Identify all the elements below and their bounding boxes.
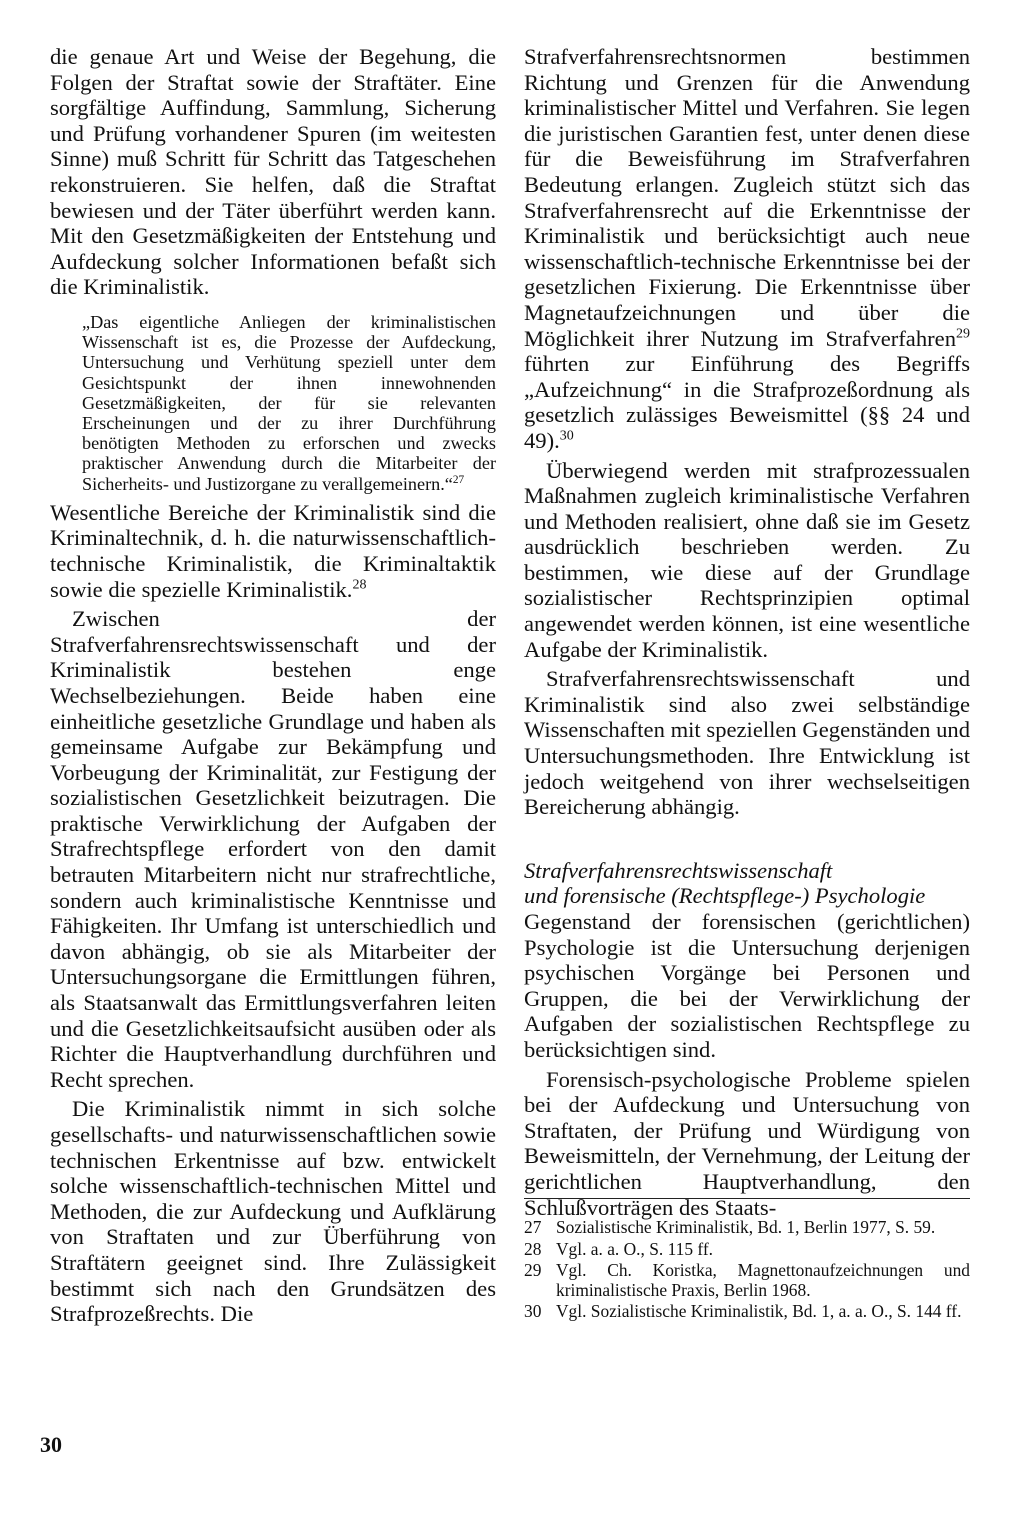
body-paragraph: Forensisch-psychologische Probleme spielen bei der Aufdeckung und Untersuchung von Straftaten, der Prüfung und Würdigung von Beweismitteln, der Vernehmung, der Leitung der gerichtlichen Hauptverhandlung, den Schlußvorträgen des Staats-: [524, 1066, 970, 1220]
footnote-number: 28: [524, 1238, 542, 1259]
body-paragraph: [524, 44, 970, 454]
section-heading: [524, 858, 970, 909]
footnote-number: 27: [524, 1217, 542, 1237]
body-paragraph: Die Kriminalistik nimmt in sich solche gesellschafts- und naturwissenschaftlichen sowie technischen Erkentnisse auf bzw. entwickelt solche wissenschaftlich-technischen Mittel und Methoden, die zur Aufdeckung und Aufklärung von Straftaten und zur Überführung von Straftätern geeignet sind. Ihre Zulässigkeit bestimmt sich nach den Grundsätzen des Strafprozeßrechts. Die: [50, 1096, 496, 1327]
paragraph-text: Strafverfahrensrechtsnormen bestimmen Richtung und Grenzen für die Anwendung kriminalistischer Mittel und Verfahren. Sie legen die juristischen Garantien fest, unter denen diese für die Beweisführung im Strafverfahren Bedeutung erlangen. Zugleich stützt sich das Strafverfahrensrecht auf die Erkenntnisse der Kriminalistik und berücksichtigt auch neue wissenschaftlich-technische Erkenntnisse bei der gesetzlichen Fixierung. Die Erkenntnisse über Magnetaufzeichnungen und über die Möglichkeit ihrer Nutzung im Strafverfahren: [524, 44, 970, 351]
heading-line: Strafverfahrensrechtswissenschaft: [524, 857, 833, 883]
block-quote: [82, 312, 496, 494]
body-paragraph: Gegenstand der forensischen (gerichtlichen) Psychologie ist die Untersuchung derjenigen psychischen Vorgänge bei Personen und Gruppen, die bei der Verwirklichung der Aufgaben der sozialistischen Rechtspflege zu berücksichtigen sind.: [524, 909, 970, 1062]
footnote-text: Sozialistische Kriminalistik, Bd. 1, Berlin 1977, S. 59.: [556, 1217, 936, 1237]
footnote-ref: 29: [956, 326, 970, 341]
body-paragraph: Zwischen der Strafverfahrensrechtswissenschaft und der Kriminalistik bestehen enge Wechselbeziehungen. Beide haben eine einheitliche gesetzliche Grundlage und haben als gemeinsame Aufgabe zur Bekämpfung und Vorbeugung der Kriminalität, zur Festigung der sozialistischen Gesetzlichkeit beizutragen. Die praktische Verwirklichung der Aufgaben der Strafrechtspflege erfordert von den damit betrauten Mitarbeitern nicht nur strafrechtliche, sondern auch kriminalistische Kenntnisse und Fähigkeiten. Ihr Umfang ist unterschiedlich und davon abhängig, ob sie als Mitarbeiter der Untersuchungsorgane die Ermittlungen führen, als Staatsanwalt das Ermittlungsverfahren leiten und die Gesetzlichkeitsaufsicht ausüben oder als Richter die Hauptverhandlung durchführen und Recht sprechen.: [50, 606, 496, 1092]
footnote-number: 30: [524, 1301, 542, 1322]
footnote-number: 29: [524, 1260, 542, 1281]
page-number: 30: [40, 1432, 62, 1457]
footnote-ref: 27: [452, 473, 465, 486]
footnote: [524, 1302, 970, 1322]
heading-line: und forensische (Rechtspflege-) Psychologie: [524, 883, 926, 909]
footnote: [524, 1240, 970, 1260]
footnote-text: Vgl. Ch. Koristka, Magnettonaufzeichnungen und kriminalistische Praxis, Berlin 1968.: [556, 1260, 970, 1300]
body-paragraph: die genaue Art und Weise der Begehung, die Folgen der Straftat sowie der Straftäter. Eine sorgfältige Auffindung, Sammlung, Sicherung und Prüfung vorhandener Spuren (im weitesten Sinne) muß Schritt für Schritt das Tatgeschehen rekonstruieren. Sie helfen, daß die Straftat bewiesen und der Täter überführt werden kann. Mit den Gesetzmäßigkeiten der Entstehung und Aufdeckung solcher Informationen befaßt sich die Kriminalistik.: [50, 44, 496, 300]
quote-text: „Das eigentliche Anliegen der kriminalistischen Wissenschaft ist es, die Prozesse der Aufdeckung, Untersuchung und Verhütung speziell unter dem Gesichtspunkt der ihnen innewohnenden Gesetzmäßigkeiten, der für sie relevanten Erscheinungen und der zu ihrer Durchführung benötigten Methoden zu erforschen und zwecks praktischer Anwendung durch die Mitarbeiter der Sicherheits- und Justizorgane zu verallgemeinern.“: [82, 311, 496, 494]
right-column: [524, 44, 970, 1220]
footnote-divider: [524, 1198, 970, 1199]
left-column: [50, 44, 496, 1327]
footnote-ref: 30: [559, 428, 574, 444]
footnote-text: Vgl. a. a. O., S. 115 ff.: [556, 1238, 713, 1259]
body-paragraph: [50, 500, 496, 602]
footnote: [524, 1218, 970, 1238]
footnote: [524, 1261, 970, 1300]
footnotes: [524, 1218, 970, 1324]
footnote-ref: 28: [352, 577, 367, 593]
paragraph-text: Wesentliche Bereiche der Kriminalistik sind die Kriminaltechnik, d. h. die naturwissenschaftlich-technische Kriminalistik, die Kriminaltaktik sowie die spezielle Kriminalistik.: [50, 499, 496, 602]
body-paragraph: Überwiegend werden mit strafprozessualen Maßnahmen zugleich kriminalistische Verfahren und Methoden realisiert, ohne daß sie im Gesetz ausdrücklich beschrieben werden. Zu bestimmen, wie diese auf der Grundlage sozialistischer Rechtsprinzipien optimal angewendet werden können, ist eine wesentliche Aufgabe der Kriminalistik.: [524, 457, 970, 662]
paragraph-text: führten zur Einführung des Begriffs „Aufzeichnung“ in die Strafprozeßordnung als gesetzlich zulässiges Beweismittel (§§ 24 und 49).: [524, 351, 970, 453]
footnote-text: Vgl. Sozialistische Kriminalistik, Bd. 1, a. a. O., S. 144 ff.: [556, 1301, 962, 1322]
body-paragraph: Strafverfahrensrechtswissenschaft und Kriminalistik sind also zwei selbständige Wissenschaften mit speziellen Gegenständen und Untersuchungsmethoden. Ihre Entwicklung ist jedoch weitgehend von ihrer wechselseitigen Bereicherung abhängig.: [524, 666, 970, 820]
